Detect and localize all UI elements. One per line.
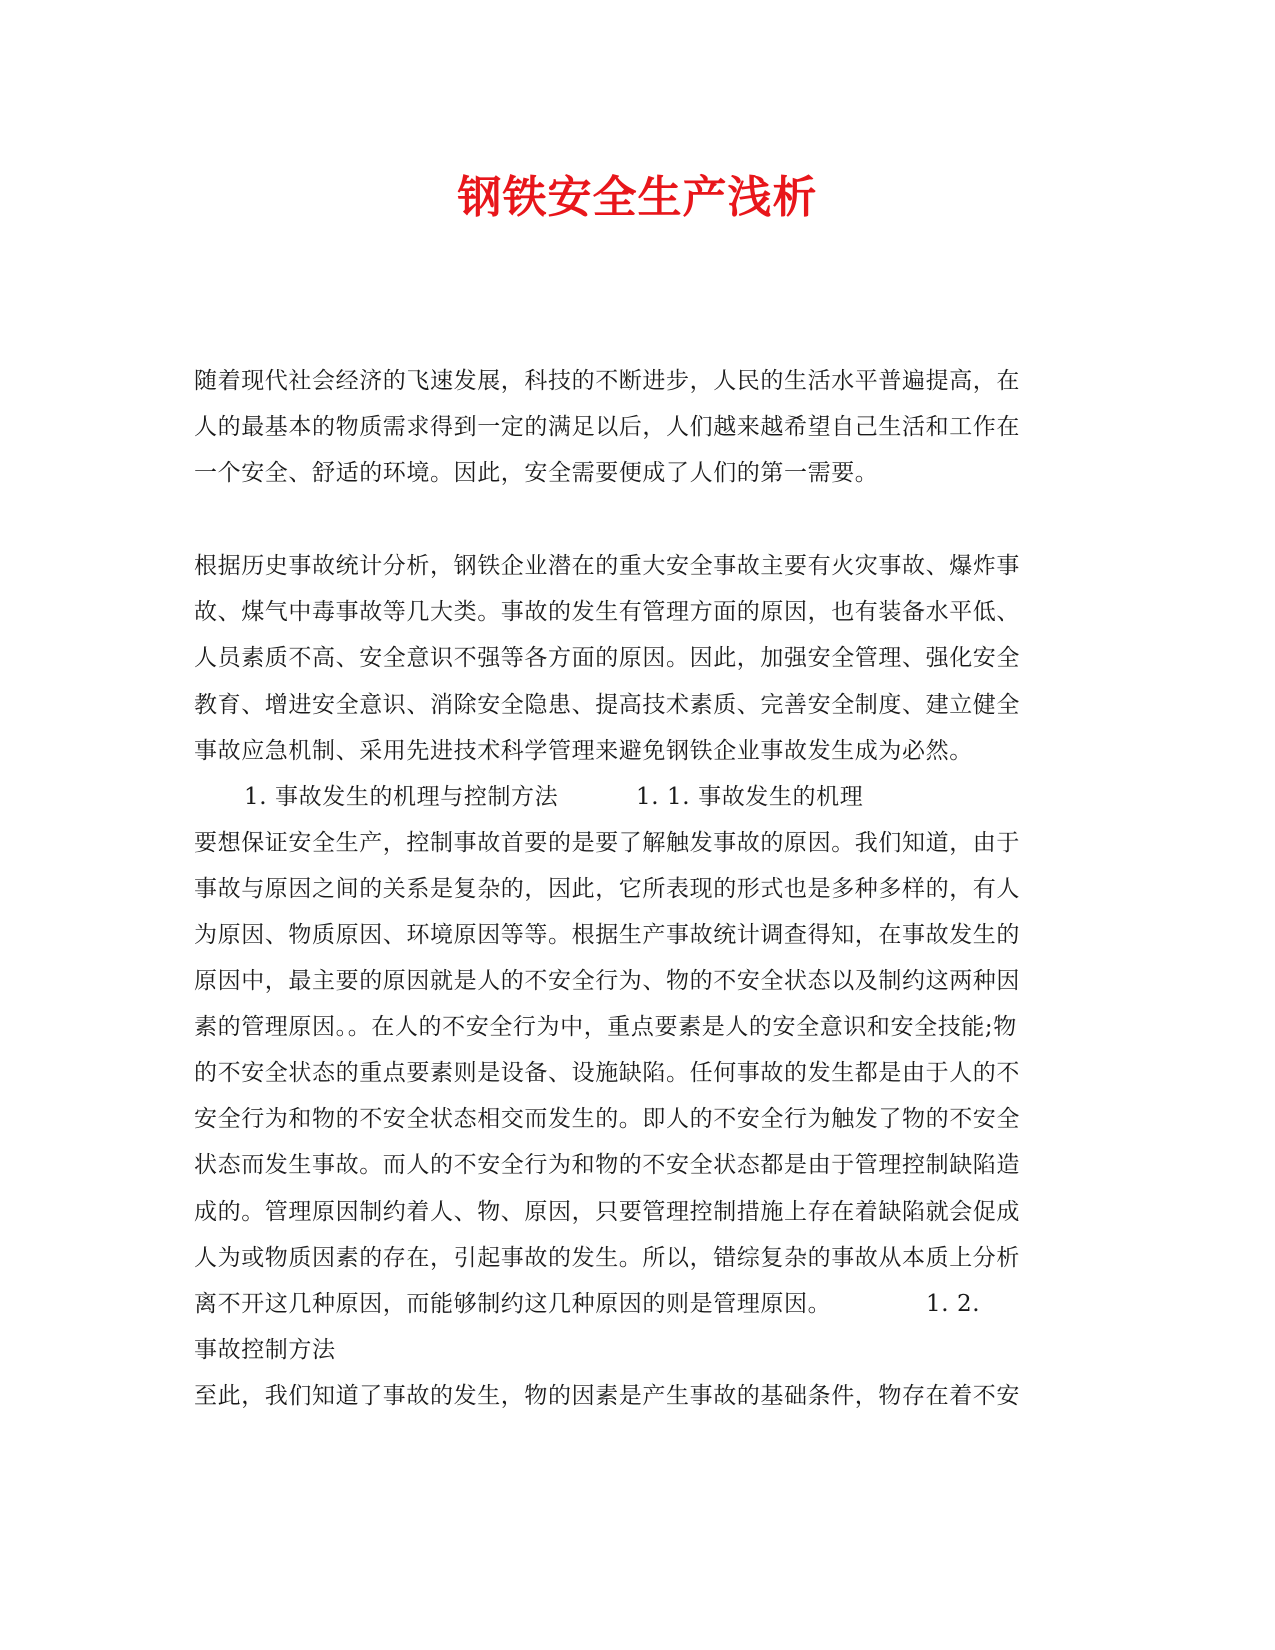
paragraph-3-line-3: 为原因、物质原因、环境原因等等。根据生产事故统计调查得知，在事故发生的 xyxy=(194,922,1020,948)
section-1-1-heading: 1. 1. 事故发生的机理 xyxy=(636,784,864,810)
paragraph-2-line-5: 事故应急机制、采用先进技术科学管理来避免钢铁企业事故发生成为必然。 xyxy=(194,738,973,764)
paragraph-3-line-11: 离不开这几种原因，而能够制约这几种原因的则是管理原因。 xyxy=(194,1291,832,1317)
paragraph-1-line-2: 人的最基本的物质需求得到一定的满足以后，人们越来越希望自己生活和工作在 xyxy=(194,414,1020,440)
paragraph-2-line-4: 教育、增进安全意识、消除安全隐患、提高技术素质、完善安全制度、建立健全 xyxy=(194,692,1020,718)
section-1-heading: 1. 事故发生的机理与控制方法 xyxy=(244,784,559,810)
document-title: 钢铁安全生产浅析 xyxy=(457,172,818,223)
paragraph-2-line-1: 根据历史事故统计分析，钢铁企业潜在的重大安全事故主要有火灾事故、爆炸事 xyxy=(194,553,1020,579)
paragraph-1-line-1: 随着现代社会经济的飞速发展，科技的不断进步，人民的生活水平普遍提高，在 xyxy=(194,368,1020,394)
section-1-2-heading: 事故控制方法 xyxy=(194,1337,336,1363)
paragraph-3-line-8: 状态而发生事故。而人的不安全行为和物的不安全状态都是由于管理控制缺陷造 xyxy=(194,1152,1020,1178)
section-1-2-number: 1. 2. xyxy=(926,1291,981,1317)
paragraph-3-line-7: 安全行为和物的不安全状态相交而发生的。即人的不安全行为触发了物的不安全 xyxy=(194,1106,1020,1132)
paragraph-3-line-4: 原因中，最主要的原因就是人的不安全行为、物的不安全状态以及制约这两种因 xyxy=(194,968,1020,994)
paragraph-2-line-3: 人员素质不高、安全意识不强等各方面的原因。因此，加强安全管理、强化安全 xyxy=(194,645,1020,671)
paragraph-2-line-2: 故、煤气中毒事故等几大类。事故的发生有管理方面的原因，也有装备水平低、 xyxy=(194,599,1020,625)
paragraph-1-line-3: 一个安全、舒适的环境。因此，安全需要便成了人们的第一需要。 xyxy=(194,460,879,486)
paragraph-3-line-1: 要想保证安全生产，控制事故首要的是要了解触发事故的原因。我们知道，由于 xyxy=(194,830,1020,856)
paragraph-3-line-2: 事故与原因之间的关系是复杂的，因此，它所表现的形式也是多种多样的，有人 xyxy=(194,876,1020,902)
paragraph-3-line-10: 人为或物质因素的存在，引起事故的发生。所以，错综复杂的事故从本质上分析 xyxy=(194,1245,1020,1271)
paragraph-3-line-6: 的不安全状态的重点要素则是设备、设施缺陷。任何事故的发生都是由于人的不 xyxy=(194,1060,1020,1086)
paragraph-4-line-1: 至此，我们知道了事故的发生，物的因素是产生事故的基础条件，物存在着不安 xyxy=(194,1383,1020,1409)
paragraph-3-line-5: 素的管理原因。。在人的不安全行为中，重点要素是人的安全意识和安全技能;物 xyxy=(194,1014,1017,1040)
paragraph-3-line-9: 成的。管理原因制约着人、物、原因，只要管理控制措施上存在着缺陷就会促成 xyxy=(194,1199,1020,1225)
